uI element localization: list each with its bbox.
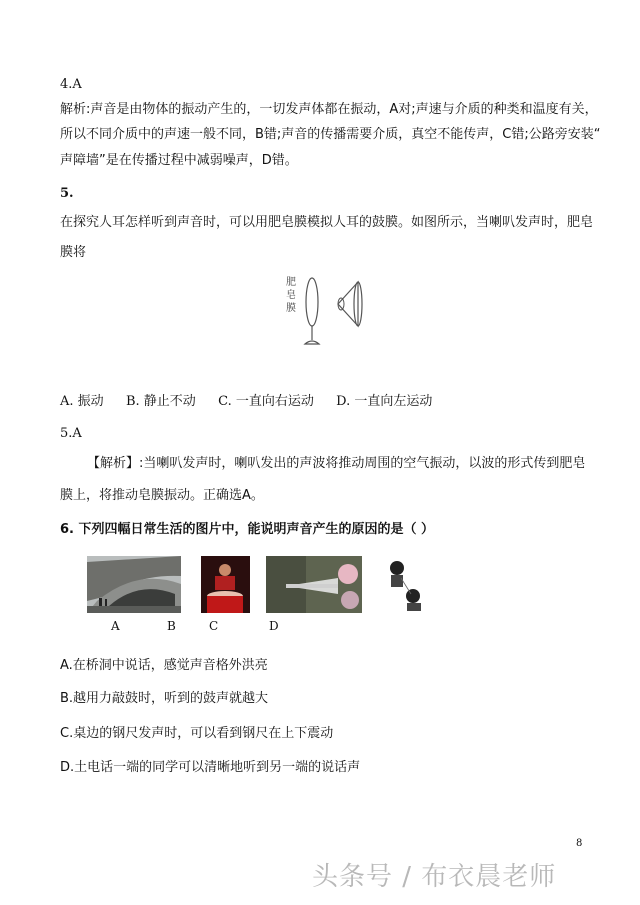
figure-label-char: 皂 (286, 290, 296, 301)
photo-label-b: B (167, 619, 176, 633)
figure-drawing (276, 268, 368, 348)
q4-answer-line-1: 解析:声音是由物体的振动产生的，一切发声体都在振动，A对;声速与介质的种类和温度有关， (60, 102, 598, 117)
page-number: 8 (576, 838, 583, 849)
photo-label-a: A (111, 619, 120, 633)
q4-answer-line-2: 所以不同介质中的声速一般不同，B错;声音的传播需要介质，真空不能传声，C错;公路旁安装“ (60, 127, 601, 142)
q6-stem: 6. 下列四幅日常生活的图片中，能说明声音产生的原因的是（ ） (60, 522, 435, 537)
figure-label-char: 膜 (286, 303, 296, 314)
q5-number: 5. (60, 186, 74, 201)
q6-option-c: C.桌边的钢尺发声时，可以看到钢尺在上下震动 (60, 726, 334, 741)
photo-label-d: D (269, 619, 279, 633)
photo-bridge-arch (87, 556, 181, 613)
soap-film-speaker-figure (276, 268, 368, 348)
figure-label-char: 肥 (286, 277, 296, 288)
q5-stem-line-1: 在探究人耳怎样听到声音时，可以用肥皂膜模拟人耳的鼓膜。如图所示，当喇叭发声时，肥皂 (60, 215, 594, 230)
speaker-cone (338, 298, 344, 310)
q5-option-c: C. 一直向右运动 (218, 394, 314, 409)
q5-option-d: D. 一直向左运动 (336, 394, 433, 409)
photo-tin-can-phone (385, 556, 431, 613)
q6-option-a: A.在桥洞中说话，感觉声音格外洪亮 (60, 658, 268, 673)
photo-label-c: C (209, 619, 219, 633)
q5-answer-line-1: 【解析】:当喇叭发声时，喇叭发出的声波将推动周围的空气振动，以波的形式传到肥皂 (87, 456, 586, 471)
q5-answer-number: 5.A (60, 426, 82, 441)
soap-film-base (305, 341, 319, 344)
q5-option-b: B. 静止不动 (125, 394, 196, 409)
q6-option-b: B.越用力敲鼓时，听到的鼓声就越大 (60, 691, 269, 706)
q6-option-d: D.土电话一端的同学可以清晰地听到另一端的说话声 (60, 760, 361, 775)
q5-answer-line-2: 膜上，将推动皂膜振动。正确选A。 (60, 488, 264, 503)
q5-stem-line-2: 膜将 (60, 245, 87, 260)
q5-options (60, 393, 432, 411)
photo-ruler-vibrating (266, 556, 362, 613)
q4-answer-number: 4.A (60, 77, 82, 92)
photo-drum-player (201, 556, 250, 613)
q4-answer-line-3: 声障墙”是在传播过程中减弱噪声，D错。 (60, 153, 298, 168)
watermark: 头条号 / 布衣晨老师 (312, 862, 557, 892)
q5-option-a: A. 振动 (60, 394, 104, 409)
soap-film-ring (306, 278, 318, 326)
